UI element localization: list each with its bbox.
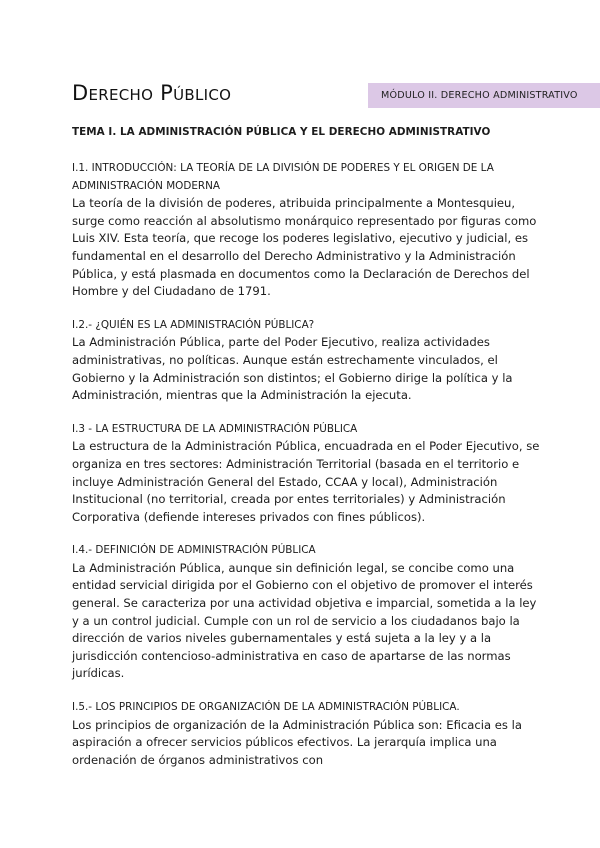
- section-heading: I.2.- ¿QUIÉN ES LA ADMINISTRACIÓN PÚBLICA?: [72, 318, 315, 331]
- section-introduccion: [72, 160, 542, 301]
- section-heading: I.5.- LOS PRINCIPIOS DE ORGANIZACIÓN DE LA ADMINISTRACIÓN PÚBLICA.: [72, 701, 460, 714]
- tema-heading: TEMA I. LA ADMINISTRACIÓN PÚBLICA Y EL DERECHO ADMINISTRATIVO: [72, 126, 491, 138]
- section-quien-es: [72, 317, 542, 405]
- section-heading: I.4.- DEFINICIÓN DE ADMINISTRACIÓN PÚBLICA: [72, 544, 316, 557]
- section-paragraph: Los principios de organización de la Administración Pública son: Eficacia es la aspiración a ofrecer servicios públicos efectivos. La jerarquía implica una ordenación de órganos administrativos con: [72, 717, 522, 767]
- module-badge: MÓDULO II. DERECHO ADMINISTRATIVO: [368, 83, 600, 108]
- section-paragraph: La Administración Pública, parte del Poder Ejecutivo, realiza actividades administrativas, no políticas. Aunque están estrechamente vinculados, el Gobierno y la Administración son distintos; el Gobierno dirige la política y la Administración, mientras que la Administración la ejecuta.: [72, 335, 513, 403]
- document-body: [72, 124, 542, 785]
- section-definicion: [72, 542, 542, 683]
- section-paragraph: La Administración Pública, aunque sin definición legal, se concibe como una entidad servicial dirigida por el Gobierno con el objetivo de promover el interés general. Se caracteriza por una actividad objetiva e imparcial, sometida a la ley y a un control judicial. Cumple con un rol de servicio a los ciudadanos bajo la dirección de varios niveles gubernamentales y está sujeta a la ley y a la jurisdicción contencioso-administrativa en caso de apartarse de las normas jurídicas.: [72, 560, 537, 681]
- section-heading: I.1. INTRODUCCIÓN: LA TEORÍA DE LA DIVISIÓN DE PODERES Y EL ORIGEN DE LA ADMINISTRACIÓN MODERNA: [72, 162, 494, 192]
- section-heading: I.3 - LA ESTRUCTURA DE LA ADMINISTRACIÓN PÚBLICA: [72, 422, 358, 435]
- document-title: Derecho Público: [72, 81, 232, 105]
- section-estructura: [72, 421, 542, 527]
- section-paragraph: La teoría de la división de poderes, atribuida principalmente a Montesquieu, surge como reacción al absolutismo monárquico representado por figuras como Luis XIV. Esta teoría, que recoge los poderes legislativo, ejecutivo y judicial, es fundamental en el desarrollo del Derecho Administrativo y la Administración Pública, y está plasmada en documentos como la Declaración de Derechos del Hombre y del Ciudadano de 1791.: [72, 196, 537, 299]
- section-principios: [72, 699, 542, 769]
- section-paragraph: La estructura de la Administración Pública, encuadrada en el Poder Ejecutivo, se organiza en tres sectores: Administración Territorial (basada en el territorio e incluye Administración General del Estado, CCAA y local), Administración Institucional (no territorial, creada por entes territoriales) y Administración Corporativa (defiende intereses privados con fines públicos).: [72, 439, 540, 524]
